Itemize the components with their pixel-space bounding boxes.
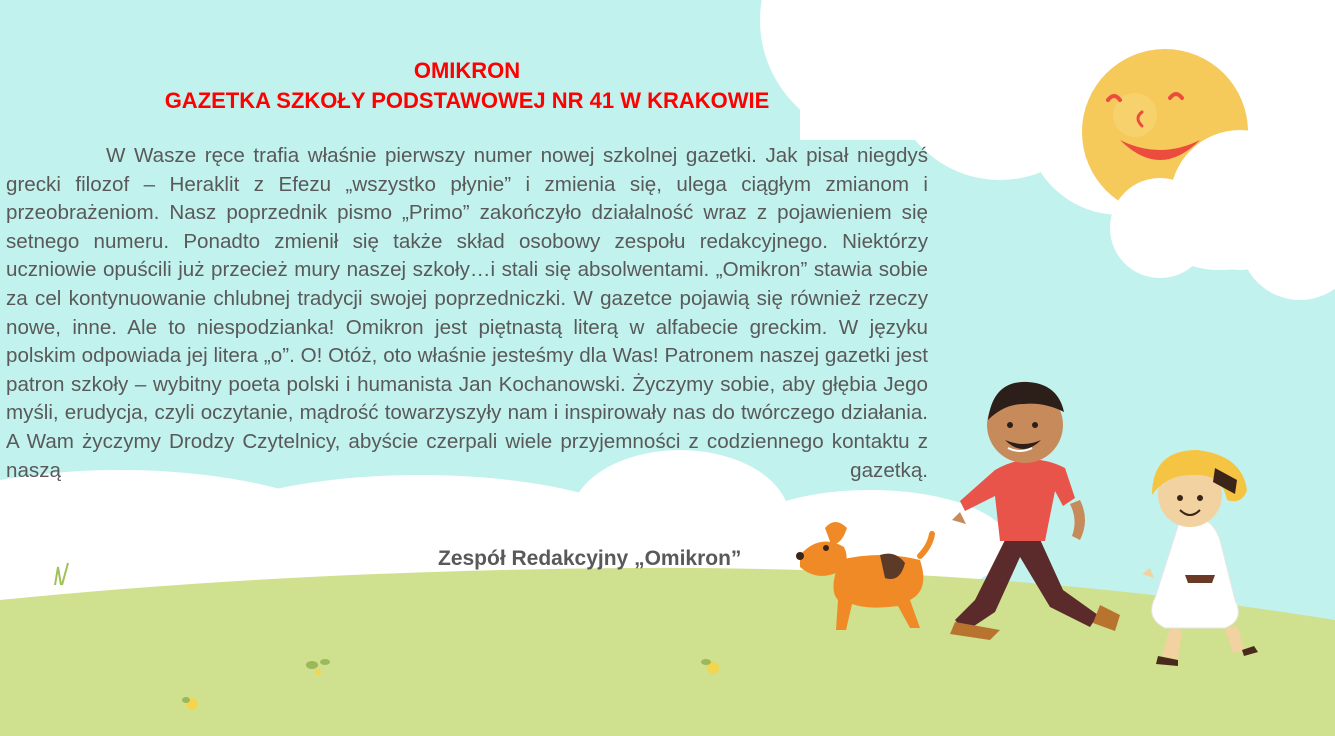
article-body xyxy=(6,142,928,485)
article-signature: Zespół Redakcyjny „Omikron” xyxy=(438,547,742,570)
article-body-text: W Wasze ręce trafia właśnie pierwszy numer nowej szkolnej gazetki. Jak pisał niegdyś grecki filozof – Heraklit z Efezu „wszystko płynie” i zmienia się, ulega ciągłym zmianom i przeobrażeniom. Nasz poprzednik pismo „Primo” zakończyło działalność wraz z pojawieniem się setnego numeru. Ponadto zmienił się także skład osobowy zespołu redakcyjnego. Niektórzy uczniowie opuścili już przecież mury naszej szkoły…i stali się absolwentami. „Omikron” stawia sobie za cel kontynuowanie chlubnej tradycji swojej poprzedniczki. W gazetce pojawią się również rzeczy nowe, inne. Ale to niespodzianka! Omikron jest piętnastą literą w alfabecie greckim. W języku polskim odpowiada jej litera „o”. O! Otóż, oto właśnie jesteśmy dla Was! Patronem naszej gazetki jest patron szkoły – wybitny poeta polski i humanista Jan Kochanowski. Życzymy sobie, aby głębia Jego myśli, erudycja, czyli oczytanie, mądrość towarzyszyły nam i inspirowały nas do twórczego działania. A Wam życzymy Drodzy Czytelnicy, abyście czerpali wiele przyjemności z codziennego kontaktu z naszą gazetką. xyxy=(6,144,928,482)
page-subtitle: GAZETKA SZKOŁY PODSTAWOWEJ NR 41 W KRAKOWIE xyxy=(164,88,770,113)
page-title: OMIKRON xyxy=(413,58,521,83)
